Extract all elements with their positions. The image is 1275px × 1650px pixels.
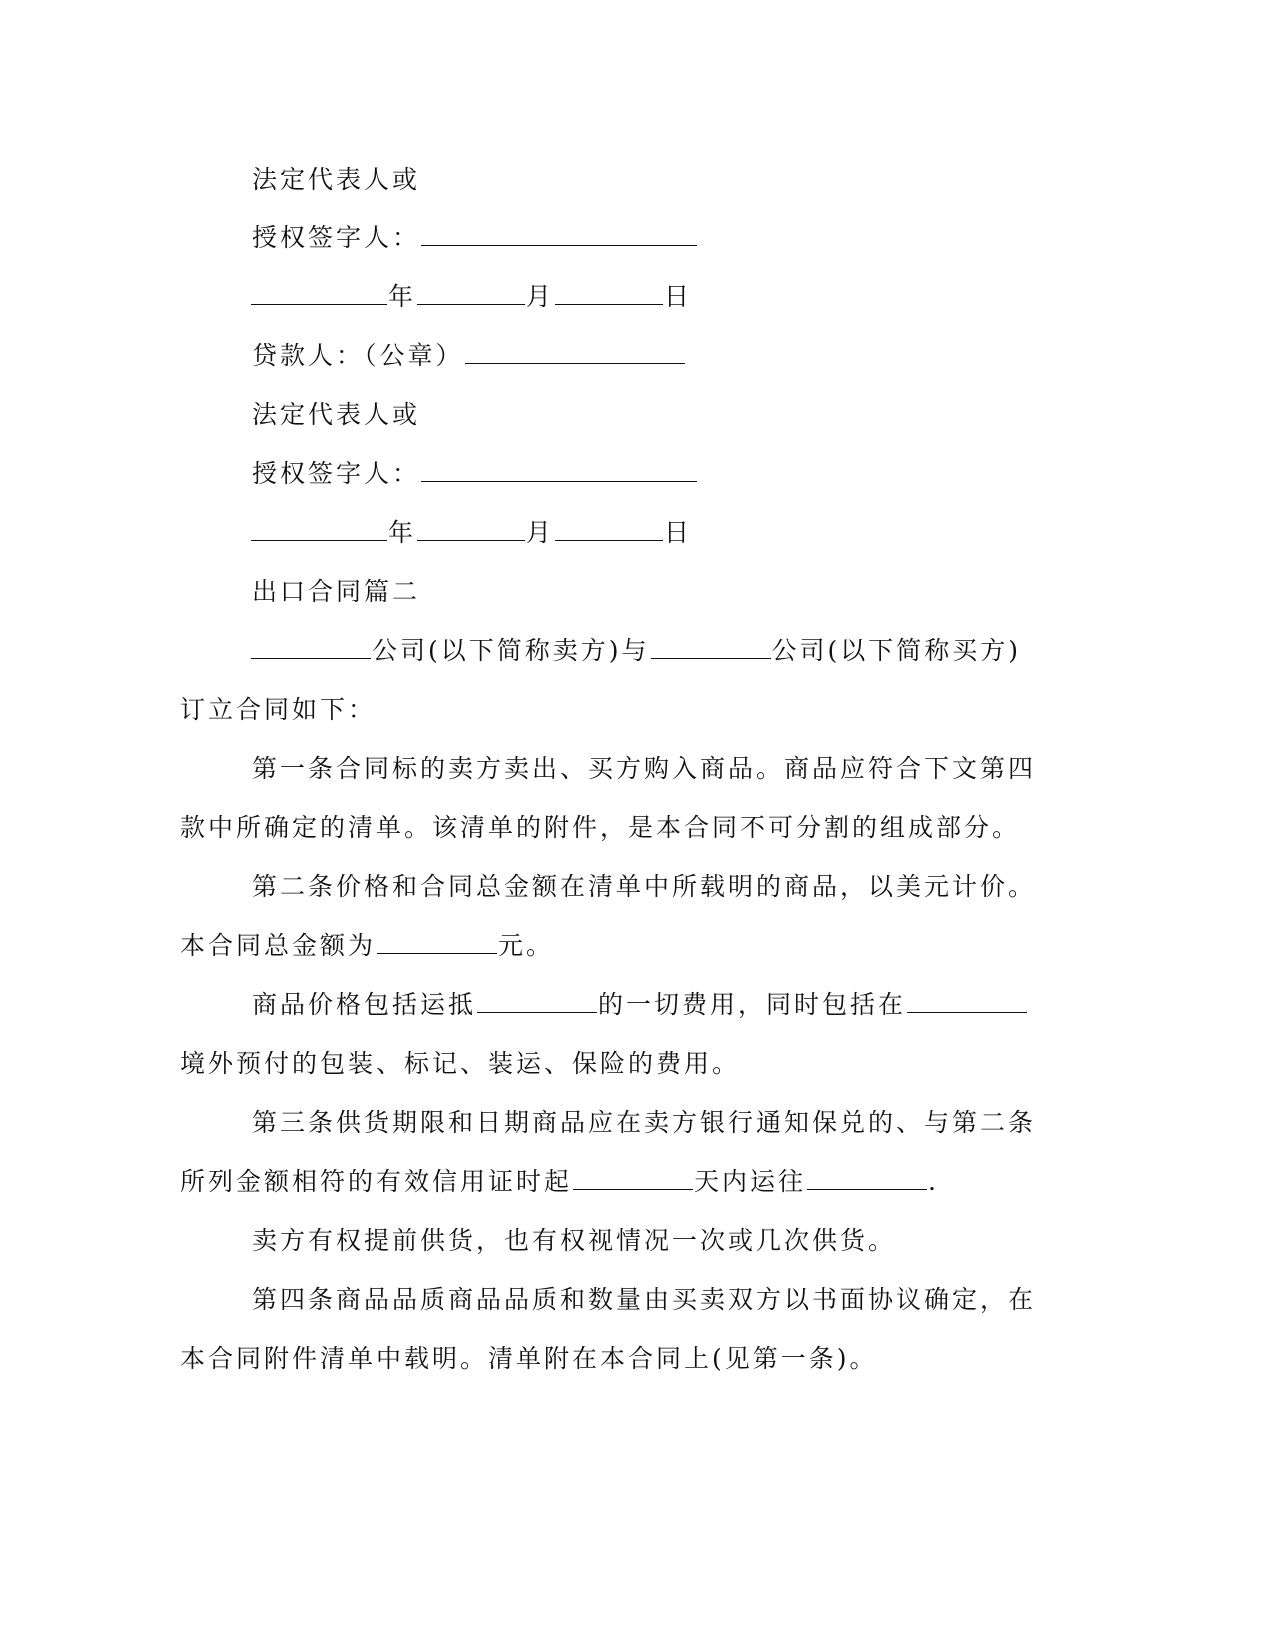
buyer-text: 公司(以下简称买方) xyxy=(771,636,1022,665)
price-line-1 xyxy=(0,985,1275,1025)
year-label: 年 xyxy=(388,518,417,547)
text: 第四条商品品质商品品质和数量由买卖双方以书面协议确定，在 xyxy=(252,1285,1037,1314)
article-2-line-2 xyxy=(0,926,1275,966)
signatory-label: 授权签字人： xyxy=(252,459,421,488)
text: 第一条合同标的卖方卖出、买方购入商品。商品应符合下文第四 xyxy=(252,754,1037,783)
text: 法定代表人或 xyxy=(252,165,421,194)
signatory-field-2 xyxy=(0,454,1275,494)
amount-blank[interactable] xyxy=(377,929,497,954)
section-heading xyxy=(0,572,1275,612)
year-blank[interactable] xyxy=(251,516,387,541)
article-4-line-2 xyxy=(0,1339,1275,1379)
day-blank[interactable] xyxy=(555,280,663,305)
month-label: 月 xyxy=(526,518,555,547)
month-blank[interactable] xyxy=(417,280,525,305)
text: 法定代表人或 xyxy=(252,400,421,429)
lender-label: 贷款人：（公章） xyxy=(252,341,464,370)
days-blank[interactable] xyxy=(573,1165,693,1190)
location-blank[interactable] xyxy=(907,988,1027,1013)
paragraph-line xyxy=(0,690,1275,730)
heading-text: 出口合同篇二 xyxy=(252,577,421,606)
article-1-line-2 xyxy=(0,808,1275,848)
text: 所列金额相符的有效信用证时起 xyxy=(180,1167,573,1196)
article-1-line-1 xyxy=(0,749,1275,789)
month-blank[interactable] xyxy=(417,516,525,541)
day-blank[interactable] xyxy=(555,516,663,541)
article-3-line-2 xyxy=(0,1162,1275,1202)
text: 本合同附件清单中载明。清单附在本合同上(见第一条)。 xyxy=(180,1344,878,1373)
year-label: 年 xyxy=(388,282,417,311)
month-label: 月 xyxy=(526,282,555,311)
date-line-1 xyxy=(0,277,1275,317)
signature-rep-label-2 xyxy=(0,395,1275,435)
parties-line xyxy=(0,631,1275,671)
text: 天内运往 xyxy=(694,1167,807,1196)
year-blank[interactable] xyxy=(251,280,387,305)
signatory-field-1 xyxy=(0,218,1275,258)
text: 境外预付的包装、标记、装运、保险的费用。 xyxy=(180,1049,741,1078)
text: 商品价格包括运抵 xyxy=(252,990,477,1019)
day-label: 日 xyxy=(664,518,693,547)
signatory-blank[interactable] xyxy=(421,221,697,246)
text: 款中所确定的清单。该清单的附件，是本合同不可分割的组成部分。 xyxy=(180,813,1021,842)
text: 卖方有权提前供货，也有权视情况一次或几次供货。 xyxy=(252,1226,897,1255)
signatory-blank[interactable] xyxy=(421,457,697,482)
article-4-line-1 xyxy=(0,1280,1275,1320)
article-2-line-1 xyxy=(0,867,1275,907)
buyer-blank[interactable] xyxy=(651,634,771,659)
day-label: 日 xyxy=(664,282,693,311)
lender-blank[interactable] xyxy=(465,339,685,364)
text: 本合同总金额为 xyxy=(180,931,377,960)
seller-blank[interactable] xyxy=(251,634,371,659)
signatory-label: 授权签字人： xyxy=(252,223,421,252)
destination-blank[interactable] xyxy=(477,988,597,1013)
text: 第三条供货期限和日期商品应在卖方银行通知保兑的、与第二条 xyxy=(252,1108,1037,1137)
text: 订立合同如下： xyxy=(180,695,377,724)
supply-line xyxy=(0,1221,1275,1261)
text: . xyxy=(928,1167,939,1196)
ship-to-blank[interactable] xyxy=(807,1165,927,1190)
price-line-2 xyxy=(0,1044,1275,1084)
text: 第二条价格和合同总金额在清单中所载明的商品，以美元计价。 xyxy=(252,872,1037,901)
text: 的一切费用，同时包括在 xyxy=(598,990,907,1019)
date-line-2 xyxy=(0,513,1275,553)
text: 元。 xyxy=(498,931,555,960)
signature-rep-label xyxy=(0,160,1275,200)
seller-text: 公司(以下简称卖方)与 xyxy=(372,636,650,665)
lender-seal-field xyxy=(0,336,1275,376)
article-3-line-1 xyxy=(0,1103,1275,1143)
